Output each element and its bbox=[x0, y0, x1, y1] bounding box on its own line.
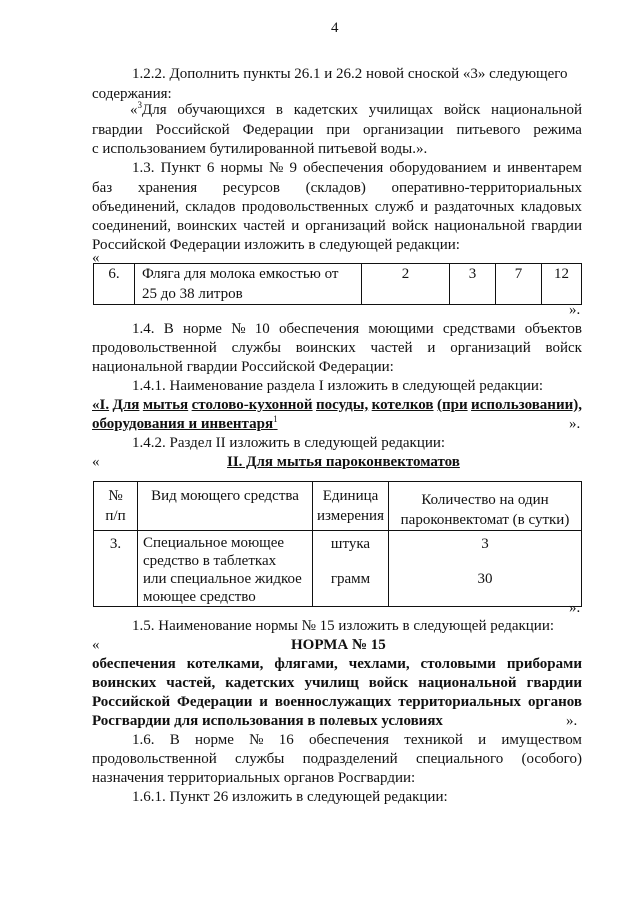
section-1-close-quote: ». bbox=[569, 416, 581, 432]
para-1-4-2: 1.4.2. Раздел II изложить в следующей редакции: bbox=[132, 435, 446, 451]
table-2-header-unit-line-2: измерения bbox=[316, 508, 384, 524]
norma-close-quote: ». bbox=[566, 713, 578, 729]
table-2 bbox=[93, 481, 582, 607]
para-1-3-line-4: соединений, воинских частей и организаций войск национальной гвардии bbox=[92, 218, 582, 234]
table-1-item-name-line-1: Фляга для молока емкостью от bbox=[142, 266, 339, 282]
table-2-header-num-line-2: п/п bbox=[105, 508, 126, 524]
table-1-value-2: 3 bbox=[450, 264, 496, 305]
para-1-3-line-3: объединений, складов продовольственных служб и раздаточных кладовых bbox=[92, 199, 582, 215]
table-2-header-qty-line-2: пароконвектомат (в сутки) bbox=[400, 512, 570, 528]
table-2-item-name-line-1: Специальное моющее bbox=[143, 535, 285, 551]
table-1-value-3: 7 bbox=[496, 264, 542, 305]
section-1-title-line-2: оборудования и инвентаря$^1$ bbox=[92, 414, 278, 432]
para-1-2-2-line-2: содержания: bbox=[92, 86, 172, 102]
table-2-quantities bbox=[389, 531, 582, 607]
section-2-open-quote: « bbox=[92, 454, 100, 470]
table-2-item-name-line-3: или специальное жидкое bbox=[143, 571, 302, 587]
table-2-close-quote: ». bbox=[569, 600, 581, 616]
footnote-line-2: гвардии Российской Федерации при организации питьевого режима bbox=[92, 122, 582, 138]
table-2-num: 3. bbox=[94, 531, 138, 607]
table-2-header-qty-line-1: Количество на один bbox=[421, 492, 549, 508]
table-1-item-name bbox=[135, 264, 362, 305]
table-1-value-1: 2 bbox=[362, 264, 450, 305]
norma-line-2: воинских частей, кадетских училищ войск национальной гвардии bbox=[92, 675, 582, 691]
table-2-header-num bbox=[94, 482, 138, 531]
para-1-4-line-3: национальной гвардии Российской Федерации: bbox=[92, 359, 394, 375]
footnote-line-1: «$^3$Для обучающихся в кадетских училищах войск национальной bbox=[130, 100, 582, 118]
table-1-item-name-line-2: 25 до 38 литров bbox=[142, 286, 243, 302]
page-number: 4 bbox=[331, 20, 339, 36]
para-1-6-line-1: 1.6. В норме № 16 обеспечения техникой и имуществом bbox=[132, 732, 582, 748]
table-2-header-type: Вид моющего средства bbox=[138, 482, 313, 531]
footnote-line-3: с использованием бутилированной питьевой воды.». bbox=[92, 141, 428, 157]
table-1-num: 6. bbox=[94, 264, 135, 305]
table-2-header-num-line-1: № bbox=[108, 488, 123, 504]
section-1-title-line-1: «I. Для мытья столово-кухонной посуды, котелков (при использовании), bbox=[92, 397, 582, 413]
table-2-item-name-line-4: моющее средство bbox=[143, 589, 256, 605]
para-1-4-line-2: продовольственной службы воинских частей и организаций войск bbox=[92, 340, 582, 356]
para-1-4-1: 1.4.1. Наименование раздела I изложить в следующей редакции: bbox=[132, 378, 544, 394]
table-2-item-name bbox=[138, 531, 313, 607]
table-2-unit-1: штука bbox=[330, 536, 371, 552]
table-row bbox=[94, 264, 582, 305]
norma-line-3: Российской Федерации и военнослужащих территориальных органов bbox=[92, 694, 582, 710]
table-2-qty-2: 30 bbox=[477, 571, 493, 587]
para-1-6-1: 1.6.1. Пункт 26 изложить в следующей редакции: bbox=[132, 789, 448, 805]
table-1-close-quote: ». bbox=[569, 302, 581, 318]
para-1-4-line-1: 1.4. В норме № 10 обеспечения моющими средствами объектов bbox=[132, 321, 582, 337]
para-1-3-line-1: 1.3. Пункт 6 нормы № 9 обеспечения оборудованием и инвентарем bbox=[132, 160, 582, 176]
table-2-units bbox=[313, 531, 389, 607]
norma-line-1: обеспечения котелками, флягами, чехлами, столовыми приборами bbox=[92, 656, 582, 672]
norma-open-quote: « bbox=[92, 637, 100, 653]
para-1-6-line-2: продовольственной службы подразделений специального (особого) bbox=[92, 751, 582, 767]
table-1 bbox=[93, 263, 582, 305]
para-1-2-2-line-1: 1.2.2. Дополнить пункты 26.1 и 26.2 новой сноской «3» следующего bbox=[132, 66, 568, 82]
para-1-3-line-2: баз хранения ресурсов (складов) оперативно-территориальных bbox=[92, 180, 582, 196]
norma-title: НОРМА № 15 bbox=[291, 637, 386, 653]
table-1-value-4: 12 bbox=[542, 264, 582, 305]
section-2-title: II. Для мытья пароконвектоматов bbox=[227, 454, 460, 470]
para-1-6-line-3: назначения территориальных органов Росгвардии: bbox=[92, 770, 416, 786]
para-1-3-line-5: Российской Федерации изложить в следующей редакции: bbox=[92, 237, 460, 253]
table-row bbox=[94, 531, 582, 607]
table-2-unit-2: грамм bbox=[330, 571, 371, 587]
norma-line-4: Росгвардии для использования в полевых условиях bbox=[92, 713, 443, 729]
table-2-header-unit bbox=[313, 482, 389, 531]
table-2-item-name-line-2: средство в таблетках bbox=[143, 553, 277, 569]
table-2-header-qty bbox=[389, 482, 582, 531]
table-2-header-unit-line-1: Единица bbox=[322, 488, 379, 504]
table-1-open-quote: « bbox=[92, 250, 100, 266]
table-2-header-row bbox=[94, 482, 582, 531]
table-2-qty-1: 3 bbox=[481, 536, 489, 552]
para-1-5: 1.5. Наименование нормы № 15 изложить в следующей редакции: bbox=[132, 618, 555, 634]
